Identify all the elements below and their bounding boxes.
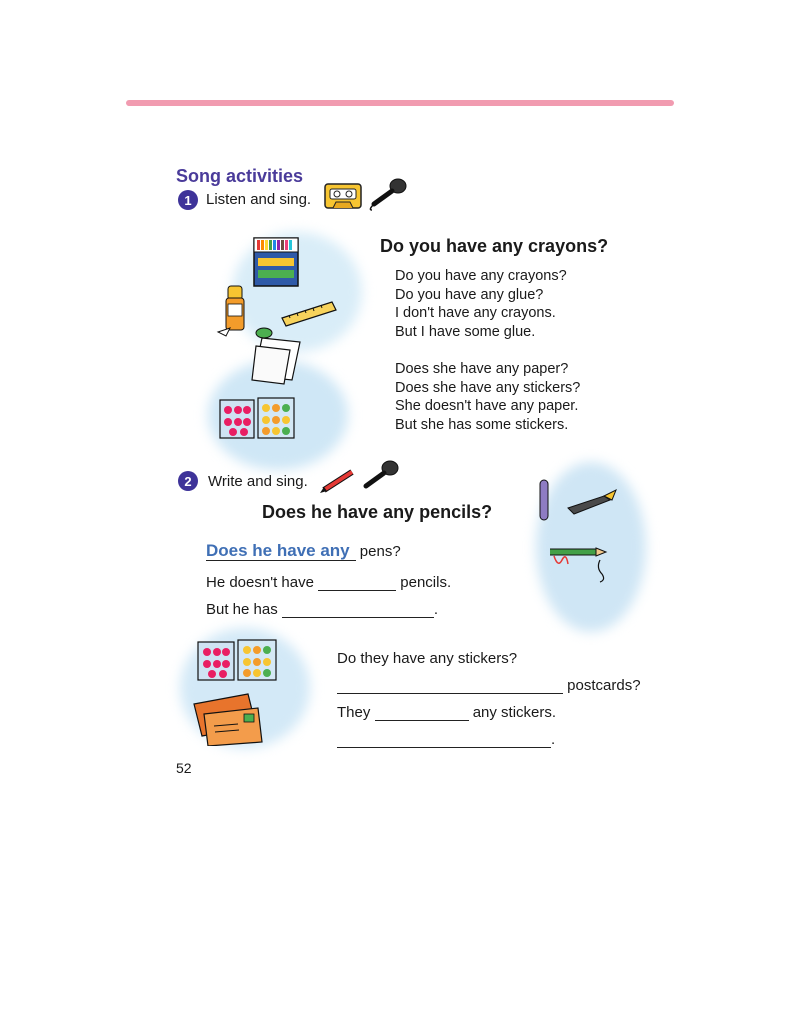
line-text: He doesn't have <box>206 574 314 591</box>
lyric-line: Does she have any stickers? <box>395 379 581 396</box>
fill-line-3 <box>206 601 438 618</box>
crayon-box-illustration <box>252 236 300 288</box>
fill-line-2 <box>206 574 451 591</box>
activity-instruction: Write and sing. <box>208 473 308 490</box>
lyric-line: Does she have any paper? <box>395 361 569 377</box>
microphone-icon <box>358 458 402 494</box>
answer-blank[interactable] <box>337 677 563 694</box>
answer-blank[interactable] <box>337 731 551 748</box>
header-rule <box>126 100 674 106</box>
lyric-line: She doesn't have any paper. <box>395 398 579 414</box>
paper-illustration <box>250 336 304 386</box>
answer-blank[interactable] <box>318 574 396 591</box>
song-title: Does he have any pencils? <box>262 502 493 522</box>
song-title: Do you have any crayons? <box>380 236 609 256</box>
glue-stick-illustration <box>214 282 254 340</box>
verse-1 <box>395 267 567 341</box>
fill-line-7 <box>337 731 555 748</box>
pencil-illustration <box>544 542 608 584</box>
lyric-line: But she has some stickers. <box>395 416 569 433</box>
activity-number: 1 <box>178 190 198 210</box>
postcards-illustration <box>190 692 266 746</box>
line-text: any stickers. <box>472 704 557 721</box>
stickers-illustration <box>196 638 280 684</box>
line-text: They <box>337 704 371 721</box>
line-text: pencils. <box>400 574 452 591</box>
line-text: pens? <box>359 543 401 560</box>
lyric-line: I don't have any crayons. <box>395 305 556 321</box>
pencil-icon <box>318 466 358 494</box>
cassette-icon <box>324 183 362 209</box>
fill-line-5 <box>337 677 641 694</box>
line-text: . <box>433 601 439 618</box>
line-text: . <box>551 731 556 748</box>
page-number: 52 <box>176 760 192 776</box>
lyric-line: Do you have any crayons? <box>395 268 567 284</box>
ruler-illustration <box>280 298 338 328</box>
activity-number: 2 <box>178 471 198 491</box>
verse-2 <box>395 360 580 434</box>
line-text: But he has <box>206 601 278 618</box>
fill-line-1 <box>206 541 401 561</box>
activity-instruction: Listen and sing. <box>206 191 312 208</box>
microphone-icon <box>366 176 410 212</box>
pens-illustration <box>538 478 618 522</box>
section-title: Song activities <box>176 166 304 186</box>
lyric-line: Do you have any glue? <box>395 286 544 303</box>
filled-answer: Does he have any <box>206 541 356 561</box>
stickers-illustration <box>218 396 298 442</box>
fill-line-6 <box>337 704 556 721</box>
lyric-line: But I have some glue. <box>395 323 536 340</box>
fill-line-4: Do they have any stickers? <box>337 650 518 667</box>
answer-blank[interactable] <box>282 601 434 618</box>
answer-blank[interactable] <box>375 704 469 721</box>
line-text: postcards? <box>567 677 641 694</box>
